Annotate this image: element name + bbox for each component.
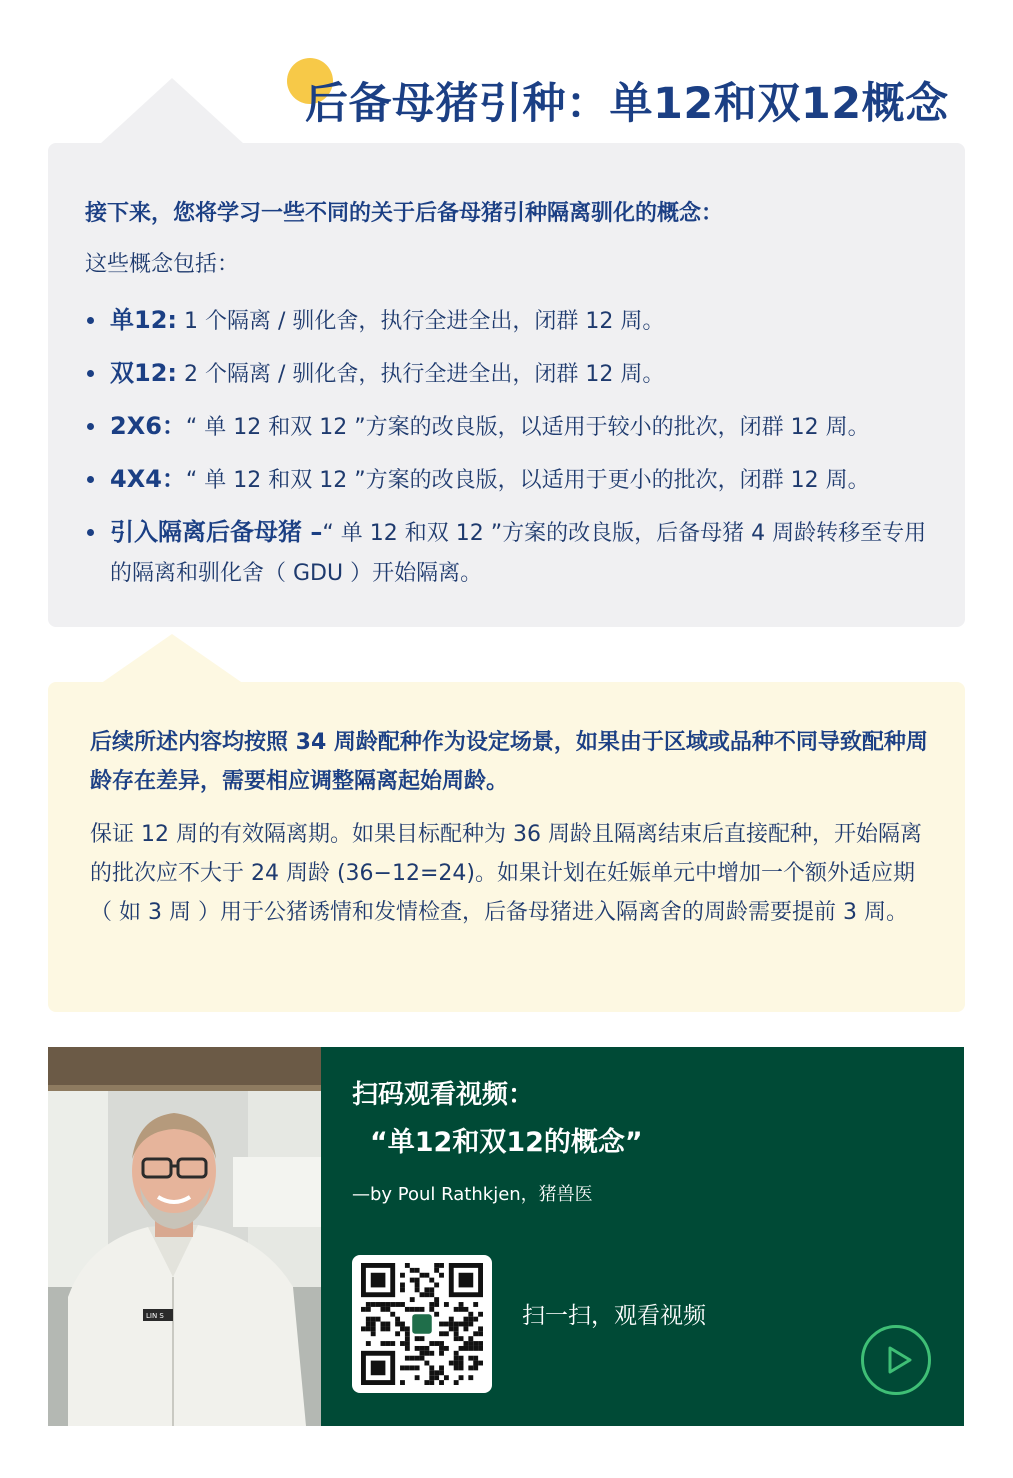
video-title: “单12和双12的概念” [370,1127,643,1158]
grey-box-notch [100,78,244,144]
list-item [85,512,945,594]
concept-desc: “ 单 12 和双 12 ”方案的改良版，后备母猪 4 周龄转移至专用的隔离和驯化舍（ GDU ）开始隔离。 [110,521,927,586]
list-item [85,406,945,448]
scan-instruction: 扫一扫，观看视频 [522,1303,706,1329]
note-box-notch [100,634,244,684]
concept-term: 引入隔离后备母猪 – [110,518,323,546]
concepts-subheading: 这些概念包括： [85,252,240,277]
video-byline: —by Poul Rathkjen，猪兽医 [352,1184,593,1205]
note-lead: 后续所述内容均按照 34 周龄配种作为设定场景，如果由于区域或品种不同导致配种周龄存在差异，需要相应调整隔离起始周龄。 [90,730,928,794]
qr-card[interactable] [352,1255,492,1393]
concepts-list [85,300,945,605]
note-body: 保证 12 周的有效隔离期。如果目标配种为 36 周龄且隔离结束后直接配种，开始隔离的批次应不大于 24 周龄 (36−12=24)。如果计划在妊娠单元中增加一个额外适应期（ 如 3 周 ）用于公猪诱情和发情检查，后备母猪进入隔离舍的周龄需要提前 3 周。 [90,822,922,925]
list-item [85,300,945,342]
page-title: 后备母猪引种：单12和双12概念 [305,79,949,129]
list-item [85,459,945,501]
presenter-photo [48,1047,321,1426]
concept-desc: 2 个隔离 / 驯化舍，执行全进全出，闭群 12 周。 [177,362,665,387]
concept-term: 双12: [110,359,177,387]
list-item [85,353,945,395]
presenter-illustration [48,1047,321,1426]
concepts-lead: 接下来，您将学习一些不同的关于后备母猪引种隔离驯化的概念： [85,201,724,226]
concept-term: 4X4： [110,465,186,493]
qr-code-icon[interactable] [360,1263,484,1385]
concept-desc: 1 个隔离 / 驯化舍，执行全进全出，闭群 12 周。 [177,309,665,334]
concept-term: 2X6： [110,412,186,440]
concept-desc: “ 单 12 和双 12 ”方案的改良版，以适用于较小的批次，闭群 12 周。 [185,415,870,440]
video-label: 扫码观看视频： [352,1080,535,1110]
name-badge: LIN S [146,1312,164,1320]
play-circle-icon [884,1345,914,1375]
concept-desc: “ 单 12 和双 12 ”方案的改良版，以适用于更小的批次，闭群 12 周。 [185,468,870,493]
concept-term: 单12: [110,306,177,334]
play-button[interactable] [861,1325,931,1395]
